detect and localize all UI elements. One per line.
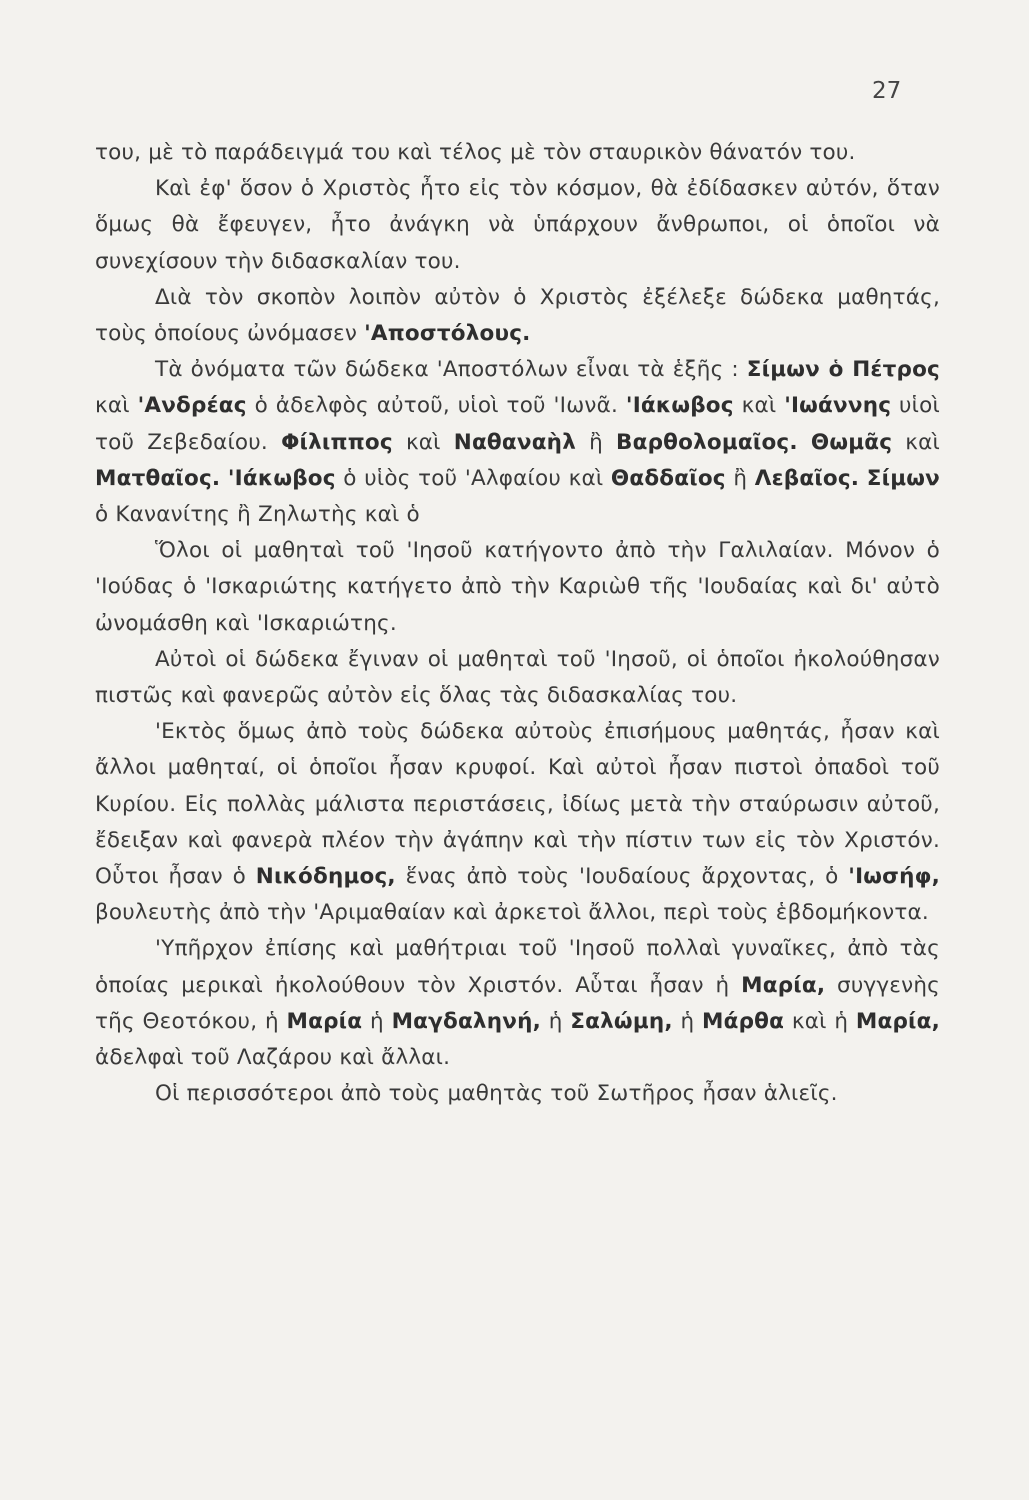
disciple-name: Μάρθα	[702, 1008, 785, 1034]
body-text	[95, 135, 940, 1112]
text-run: καὶ	[733, 393, 785, 419]
text-run: ὁ Κανανίτης ἢ Ζηλωτὴς καὶ ὁ	[95, 502, 420, 528]
text-run: 'Εκτὸς ὅμως ἀπὸ τοὺς δώδεκα αὐτοὺς ἐπισήμους μαθητάς, ἦσαν καὶ ἄλλοι μαθηταί, οἱ ὁποῖοι ἦσαν κρυφοί. Καὶ αὐτοὶ ἦσαν πιστοὶ ὀπαδοὶ τοῦ Κυρίου. Εἰς πολλὰς μάλιστα περιστάσεις, ἰδίως μετὰ τὴν σταύρωσιν αὐτοῦ, ἔδειξαν καὶ φανερὰ πλέον τὴν ἀγάπην καὶ τὴν πίστιν των εἰς τὸν Χριστόν. Οὗτοι ἦσαν ὁ	[95, 719, 940, 890]
paragraph	[95, 1076, 940, 1112]
text-run: υἱοὶ τοῦ Ζεβεδαίου.	[95, 393, 940, 455]
apostle-name: 'Ανδρέας	[137, 393, 247, 419]
disciple-name: Μαρία	[286, 1008, 363, 1034]
apostle-name: Βαρθολομαῖος.	[616, 429, 798, 455]
text-run: ἡ	[540, 1008, 571, 1034]
disciple-name: Σαλώμη,	[570, 1008, 673, 1034]
text-run: του, μὲ τὸ παράδειγμά του καὶ τέλος μὲ τὸν σταυρικὸν θάνατόν του.	[95, 140, 856, 165]
bold-term: 'Αποστόλους.	[364, 321, 531, 347]
apostle-name: 'Ιάκωβος	[227, 465, 336, 491]
text-run: Ὅλοι οἱ μαθηταὶ τοῦ 'Ιησοῦ κατήγοντο ἀπὸ τὴν Γαλιλαίαν. Μόνον ὁ 'Ιούδας ὁ 'Ισκαριώτης κατήγετο ἀπὸ τὴν Καριὼθ τῆς 'Ιουδαίας καὶ δι' αὐτὸ ὠνομάσθη καὶ 'Ισκαριώτης.	[95, 538, 940, 636]
text-run: 'Υπῆρχον ἐπίσης καὶ μαθήτριαι τοῦ 'Ιησοῦ πολλαὶ γυναῖκες, ἀπὸ τὰς ὁποίας μερικαὶ ἠκολούθουν τὸν Χριστόν. Αὗται ἦσαν ἡ	[95, 936, 940, 998]
apostle-name: 'Ιωάννης	[784, 393, 892, 419]
text-run	[220, 466, 228, 491]
text-run: Διὰ τὸν σκοπὸν λοιπὸν αὐτὸν ὁ Χριστὸς ἐξέλεξε δώδεκα μαθητάς, τοὺς ὁποίους ὠνόμασεν	[95, 284, 940, 347]
apostle-name: Σίμων ὁ Πέτρος	[746, 357, 940, 383]
paragraph	[95, 280, 940, 352]
text-run: ὁ ἀδελφὸς αὐτοῦ, υἱοὶ τοῦ 'Ιωνᾶ.	[246, 393, 626, 419]
apostle-name: Ματθαῖος.	[95, 465, 221, 491]
apostle-name: Ναθαναὴλ	[453, 429, 576, 455]
paragraph	[95, 642, 940, 714]
text-run	[859, 466, 867, 491]
text-run: ἕνας ἀπὸ τοὺς 'Ιουδαίους ἄρχοντας, ὁ	[395, 864, 849, 890]
paragraph	[95, 171, 940, 280]
apostle-name: Φίλιππος	[281, 429, 393, 455]
text-run: καὶ	[892, 429, 940, 455]
text-run	[798, 430, 811, 455]
text-run: ἢ	[725, 465, 755, 491]
text-run: ἡ	[362, 1008, 392, 1034]
disciple-name: Μαγδαληνή,	[391, 1008, 541, 1034]
disciple-name: Μαρία,	[741, 972, 826, 998]
text-run: Καὶ ἐφ' ὅσον ὁ Χριστὸς ἦτο εἰς τὸν κόσμον, θὰ ἐδίδασκεν αὐτόν, ὅταν ὅμως θὰ ἔφευγεν, ἦτο ἀνάγκη νὰ ὑπάρχουν ἄνθρωποι, οἱ ὁποῖοι νὰ συνεχίσουν τὴν διδασκαλίαν του.	[95, 176, 940, 274]
text-run: καὶ ἡ	[784, 1008, 856, 1034]
text-run: ἡ	[672, 1008, 703, 1034]
disciple-name: Νικόδημος,	[255, 864, 396, 890]
text-run: καὶ	[95, 393, 138, 419]
apostle-name: Θαδδαῖος	[610, 465, 726, 491]
paragraph	[95, 931, 940, 1076]
text-run: βουλευτὴς ἀπὸ τὴν 'Αριμαθαίαν καὶ ἀρκετοὶ ἄλλοι, περὶ τοὺς ἑβδομήκοντα.	[95, 900, 929, 926]
text-run: ἢ	[576, 429, 617, 455]
text-run: Αὐτοὶ οἱ δώδεκα ἔγιναν οἱ μαθηταὶ τοῦ 'Ιησοῦ, οἱ ὁποῖοι ἠκολούθησαν πιστῶς καὶ φανερῶς αὐτὸν εἰς ὅλας τὰς διδασκαλίας του.	[95, 646, 940, 709]
text-run: Τὰ ὀνόματα τῶν δώδεκα 'Αποστόλων εἶναι τὰ ἑξῆς :	[155, 357, 747, 383]
text-run: καὶ	[392, 429, 454, 455]
text-run: Οἱ περισσότεροι ἀπὸ τοὺς μαθητὰς τοῦ Σωτῆρος ἦσαν ἁλιεῖς.	[155, 1081, 838, 1107]
text-run: ἀδελφαὶ τοῦ Λαζάρου καὶ ἄλλαι.	[95, 1045, 451, 1071]
page-number: 27	[872, 78, 902, 104]
apostle-name: Θωμᾶς	[810, 429, 893, 455]
paragraph	[95, 533, 940, 642]
paragraph	[95, 352, 940, 533]
apostle-name: Λεβαῖος.	[754, 465, 860, 491]
paragraph	[95, 135, 940, 171]
text-run: ὁ υἱὸς τοῦ 'Αλφαίου καὶ	[335, 465, 611, 491]
disciple-name: 'Ιωσήφ,	[848, 864, 940, 890]
disciple-name: Μαρία,	[855, 1008, 940, 1034]
paragraph	[95, 714, 940, 931]
apostle-name: Σίμων	[866, 465, 940, 491]
text-run: συγγενὴς τῆς Θεοτόκου, ἡ	[95, 972, 940, 1034]
apostle-name: 'Ιάκωβος	[625, 393, 734, 419]
